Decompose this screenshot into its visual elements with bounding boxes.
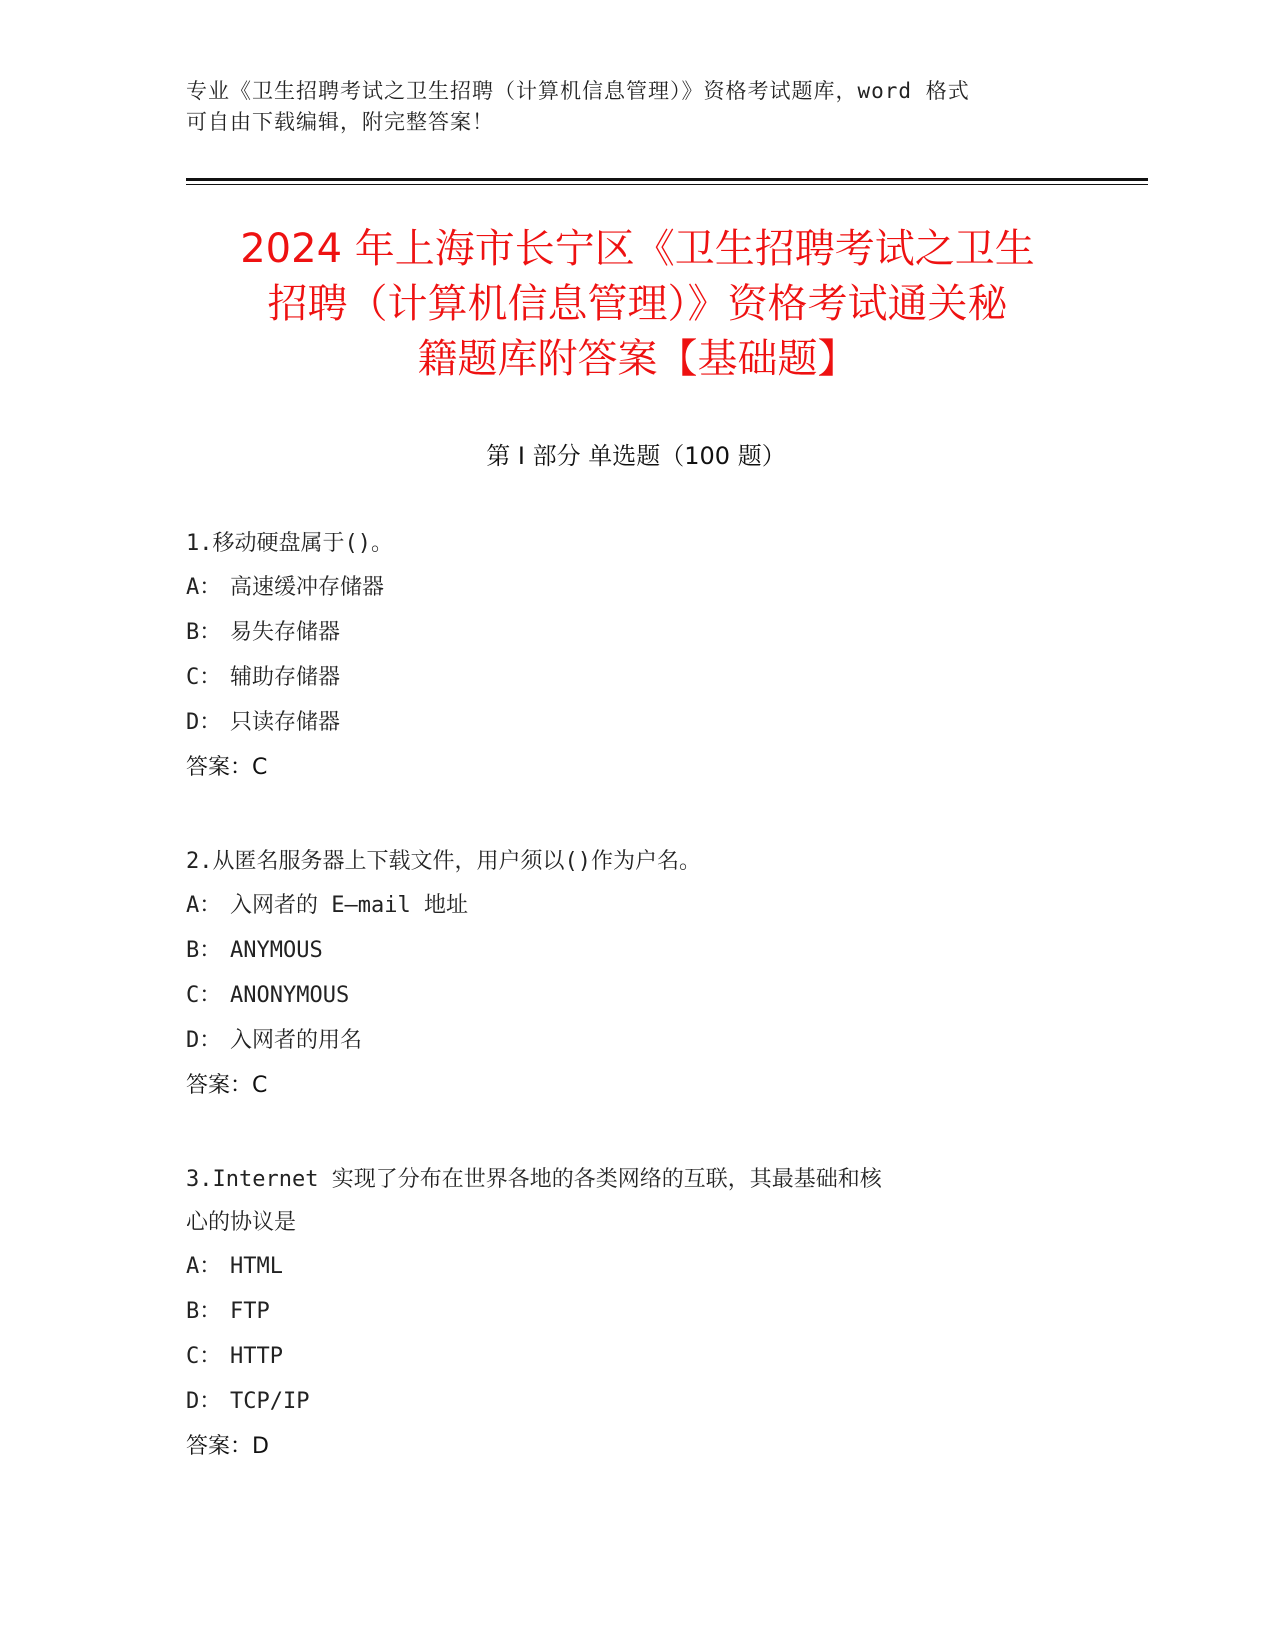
option-text: 易失存储器	[230, 620, 341, 645]
option-text: 只读存储器	[230, 710, 341, 735]
header-line-2: 可自由下载编辑，附完整答案！	[186, 110, 494, 134]
option-text: TCP/IP	[230, 1389, 310, 1414]
option-key: D：	[186, 1389, 222, 1414]
option-d	[186, 1018, 1086, 1063]
option-c	[186, 973, 1086, 1018]
document-title	[160, 222, 1115, 387]
option-key: A：	[186, 575, 222, 600]
option-a	[186, 565, 1086, 610]
option-key: D：	[186, 710, 222, 735]
option-text: FTP	[230, 1299, 270, 1324]
option-text: ANONYMOUS	[230, 983, 350, 1008]
option-text: 高速缓冲存储器	[230, 575, 385, 600]
option-c	[186, 655, 1086, 700]
answer-line: 答案：C	[186, 1073, 268, 1098]
question-2	[186, 840, 1086, 1108]
question-stem: 2.从匿名服务器上下载文件，用户须以()作为户名。	[186, 849, 701, 874]
option-text: 入网者的 E—mail 地址	[230, 893, 468, 918]
option-key: A：	[186, 893, 222, 918]
answer-line: 答案：D	[186, 1434, 269, 1459]
option-text: HTTP	[230, 1344, 283, 1369]
option-b	[186, 610, 1086, 655]
question-3	[186, 1158, 1086, 1469]
header-line-1: 专业《卫生招聘考试之卫生招聘（计算机信息管理）》资格考试题库，word 格式	[186, 79, 970, 103]
option-b	[186, 928, 1086, 973]
option-key: A：	[186, 1254, 222, 1279]
header-divider-thick	[186, 178, 1148, 181]
section-heading: 第 I 部分 单选题（100 题）	[486, 442, 786, 470]
option-d	[186, 700, 1086, 745]
title-line-2: 招聘（计算机信息管理）》资格考试通关秘	[267, 281, 1008, 327]
title-line-1: 2024 年上海市长宁区《卫生招聘考试之卫生	[240, 226, 1035, 272]
header-divider-thin	[186, 184, 1148, 185]
option-key: B：	[186, 938, 222, 963]
option-text: HTML	[230, 1254, 283, 1279]
question-1	[186, 522, 1086, 790]
question-stem-line-2: 心的协议是	[186, 1210, 297, 1235]
title-line-3: 籍题库附答案【基础题】	[417, 336, 858, 382]
option-key: C：	[186, 665, 222, 690]
option-a	[186, 883, 1086, 928]
option-text: 辅助存储器	[230, 665, 341, 690]
option-a	[186, 1244, 1086, 1289]
header-note	[186, 76, 1066, 138]
option-c	[186, 1334, 1086, 1379]
question-stem: 1.移动硬盘属于()。	[186, 531, 393, 556]
option-key: C：	[186, 1344, 222, 1369]
option-key: C：	[186, 983, 222, 1008]
question-stem-line-1: 3.Internet 实现了分布在世界各地的各类网络的互联，其最基础和核	[186, 1167, 882, 1192]
option-key: D：	[186, 1028, 222, 1053]
option-key: B：	[186, 620, 222, 645]
option-text: ANYMOUS	[230, 938, 323, 963]
option-text: 入网者的用名	[230, 1028, 363, 1053]
option-key: B：	[186, 1299, 222, 1324]
answer-line: 答案：C	[186, 755, 268, 780]
option-b	[186, 1289, 1086, 1334]
option-d	[186, 1379, 1086, 1424]
